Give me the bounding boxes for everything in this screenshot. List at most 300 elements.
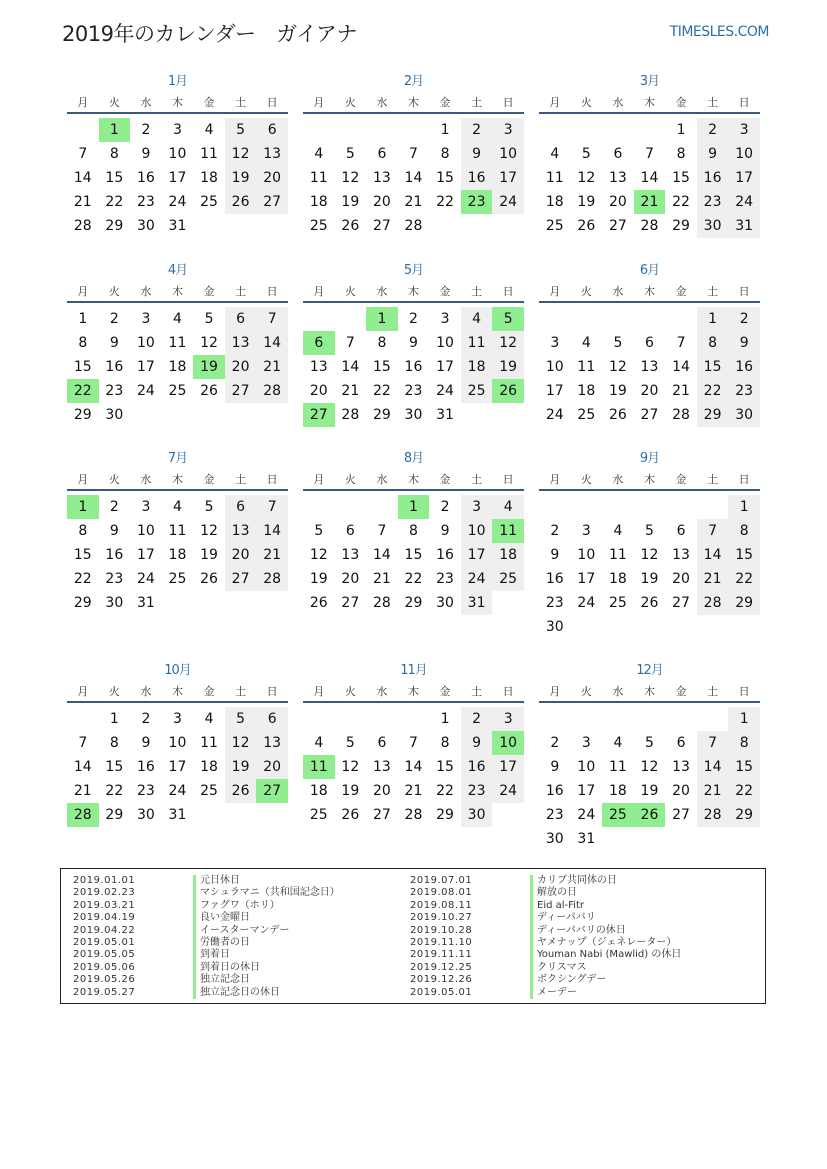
day-grid <box>303 491 524 615</box>
day-cell: 11 <box>545 170 564 186</box>
day-cell: 7 <box>676 335 686 351</box>
day-cell: 14 <box>73 170 92 186</box>
weekday-label: 水 <box>140 285 152 298</box>
day-cell: 8 <box>78 335 88 351</box>
weekday-label: 土 <box>235 96 247 109</box>
weekday-label: 金 <box>203 685 215 698</box>
day-cell: 8 <box>440 146 450 162</box>
day-cell: 10 <box>136 335 155 351</box>
day-cell: 6 <box>676 735 686 751</box>
day-cell: 19 <box>225 166 257 190</box>
day-grid <box>67 114 288 238</box>
day-cell: 2 <box>141 711 151 727</box>
empty-cell <box>398 707 430 731</box>
day-cell: 22 <box>105 783 124 799</box>
day-cell: 26 <box>200 383 218 399</box>
day-cell: 8 <box>440 735 450 751</box>
day-cell: 26 <box>309 595 328 611</box>
weekday-label: 月 <box>77 96 89 109</box>
day-cell: 15 <box>73 359 92 375</box>
day-cell: 17 <box>492 166 524 190</box>
day-cell: 29 <box>73 407 92 423</box>
weekday-label: 金 <box>675 285 687 298</box>
holiday-name: 独立記念日の休日 <box>193 987 280 999</box>
day-cell: 23 <box>136 194 155 210</box>
empty-cell <box>571 707 603 731</box>
day-cell: 19 <box>341 194 360 210</box>
weekday-label: 火 <box>580 96 592 109</box>
holiday-day-cell: 25 <box>602 803 634 827</box>
day-cell: 29 <box>73 595 92 611</box>
day-cell: 28 <box>697 591 729 615</box>
day-cell: 14 <box>672 359 690 375</box>
empty-cell <box>303 307 335 331</box>
day-cell: 1 <box>728 495 760 519</box>
day-cell: 6 <box>377 735 387 751</box>
day-cell: 7 <box>645 146 654 162</box>
empty-cell <box>303 495 335 519</box>
day-cell: 10 <box>461 519 493 543</box>
weekday-label: 日 <box>502 473 514 486</box>
day-cell: 9 <box>461 142 493 166</box>
day-cell: 6 <box>256 707 288 731</box>
day-cell: 13 <box>309 359 328 375</box>
weekday-header <box>539 282 760 303</box>
holiday-date: 2019.12.25 <box>410 961 473 973</box>
holiday-column-left <box>73 875 340 999</box>
holiday-row <box>73 887 340 899</box>
day-cell: 13 <box>256 731 288 755</box>
day-cell: 20 <box>225 543 257 567</box>
holiday-row <box>410 949 681 961</box>
day-cell: 18 <box>608 571 627 587</box>
day-cell: 5 <box>581 146 591 162</box>
weekday-label: 木 <box>407 473 419 486</box>
empty-cell <box>303 707 335 731</box>
day-cell: 11 <box>608 547 627 563</box>
day-cell: 2 <box>409 311 418 327</box>
day-cell: 30 <box>105 407 124 423</box>
day-cell: 23 <box>728 379 760 403</box>
day-cell: 25 <box>461 379 493 403</box>
day-cell: 16 <box>697 166 729 190</box>
holiday-list <box>60 868 766 1004</box>
day-cell: 23 <box>105 571 124 587</box>
day-cell: 28 <box>372 595 391 611</box>
day-cell: 13 <box>372 170 391 186</box>
holiday-name: ディーパバリの休日 <box>530 925 626 937</box>
day-cell: 11 <box>608 759 627 775</box>
month-name: 9月 <box>639 451 660 466</box>
weekday-label: 木 <box>407 285 419 298</box>
brand-logo-text[interactable]: TIMESLES.COM <box>669 24 769 40</box>
empty-cell <box>665 707 697 731</box>
day-grid <box>539 114 760 238</box>
day-cell: 9 <box>109 523 119 539</box>
day-cell: 14 <box>697 543 729 567</box>
day-cell: 14 <box>256 331 288 355</box>
day-cell: 21 <box>372 571 391 587</box>
holiday-name: ヤメナップ（ジェネレーター） <box>530 937 676 949</box>
day-cell: 29 <box>728 803 760 827</box>
empty-cell <box>539 307 571 331</box>
day-cell: 13 <box>640 359 659 375</box>
day-cell: 13 <box>256 142 288 166</box>
holiday-day-cell: 21 <box>634 190 666 214</box>
day-cell: 9 <box>141 735 151 751</box>
holiday-date: 2019.04.22 <box>73 924 136 936</box>
day-cell: 19 <box>640 783 659 799</box>
day-cell: 31 <box>168 218 187 234</box>
holiday-row <box>73 925 340 937</box>
holiday-name: ディーパバリ <box>530 912 596 924</box>
weekday-label: 金 <box>675 685 687 698</box>
weekday-label: 火 <box>344 285 356 298</box>
day-cell: 24 <box>461 567 493 591</box>
holiday-row <box>410 912 681 924</box>
day-cell: 25 <box>168 571 187 587</box>
day-cell: 2 <box>461 118 493 142</box>
holiday-day-cell: 11 <box>303 755 335 779</box>
day-cell: 13 <box>672 759 690 775</box>
day-cell: 2 <box>109 499 119 515</box>
empty-cell <box>539 707 571 731</box>
empty-cell <box>303 118 335 142</box>
day-cell: 14 <box>73 759 92 775</box>
month-name: 3月 <box>639 74 660 89</box>
day-cell: 5 <box>345 146 355 162</box>
month-name: 1月 <box>167 74 188 89</box>
day-cell: 10 <box>168 146 187 162</box>
weekday-label: 月 <box>313 96 325 109</box>
day-cell: 9 <box>141 146 151 162</box>
day-cell: 15 <box>105 170 124 186</box>
day-cell: 17 <box>168 170 187 186</box>
day-cell: 12 <box>225 142 257 166</box>
empty-cell <box>366 707 398 731</box>
day-cell: 2 <box>461 707 493 731</box>
holiday-row <box>410 900 681 912</box>
day-cell: 18 <box>492 543 524 567</box>
holiday-name: クリスマス <box>530 962 587 974</box>
weekday-header <box>67 470 288 491</box>
holiday-date: 2019.05.26 <box>73 974 136 986</box>
weekday-label: 土 <box>707 285 719 298</box>
day-cell: 19 <box>309 571 328 587</box>
day-cell: 10 <box>168 735 187 751</box>
weekday-label: 木 <box>643 96 655 109</box>
day-cell: 4 <box>550 146 560 162</box>
day-cell: 18 <box>168 359 187 375</box>
day-cell: 2 <box>109 311 119 327</box>
holiday-day-cell: 19 <box>193 355 225 379</box>
day-cell: 2 <box>697 118 729 142</box>
day-cell: 22 <box>404 571 423 587</box>
day-cell: 22 <box>436 194 454 210</box>
day-cell: 31 <box>136 595 155 611</box>
day-cell: 11 <box>168 523 187 539</box>
holiday-row <box>410 875 681 887</box>
weekday-label: 日 <box>502 285 514 298</box>
day-cell: 12 <box>608 359 627 375</box>
weekday-label: 火 <box>344 96 356 109</box>
weekday-label: 日 <box>502 96 514 109</box>
page-title: 2019年のカレンダー ガイアナ <box>62 22 357 46</box>
holiday-row <box>410 925 681 937</box>
day-cell: 20 <box>640 383 659 399</box>
weekday-label: 水 <box>140 685 152 698</box>
day-cell: 31 <box>728 214 760 238</box>
weekday-label: 金 <box>439 473 451 486</box>
holiday-date: 2019.10.27 <box>410 912 473 924</box>
month-calendar <box>539 73 760 238</box>
weekday-label: 水 <box>140 96 152 109</box>
month-name: 6月 <box>639 263 660 278</box>
day-cell: 1 <box>676 122 686 138</box>
day-cell: 6 <box>256 118 288 142</box>
day-cell: 17 <box>136 359 155 375</box>
day-cell: 29 <box>672 218 690 234</box>
weekday-label: 木 <box>643 473 655 486</box>
day-cell: 22 <box>372 383 391 399</box>
day-cell: 15 <box>436 759 454 775</box>
day-cell: 19 <box>341 783 360 799</box>
holiday-day-cell: 1 <box>398 495 430 519</box>
day-grid <box>67 703 288 827</box>
holiday-row <box>410 887 681 899</box>
day-cell: 29 <box>404 595 423 611</box>
day-cell: 28 <box>640 218 659 234</box>
holiday-day-cell: 1 <box>99 118 131 142</box>
day-cell: 13 <box>341 547 360 563</box>
holiday-day-cell: 5 <box>492 307 524 331</box>
day-cell: 24 <box>136 383 155 399</box>
day-cell: 25 <box>545 218 564 234</box>
day-cell: 11 <box>461 331 493 355</box>
day-cell: 1 <box>78 311 88 327</box>
day-cell: 5 <box>613 335 623 351</box>
day-cell: 14 <box>404 759 423 775</box>
weekday-label: 土 <box>235 685 247 698</box>
holiday-name: 解放の日 <box>530 887 577 899</box>
empty-cell <box>697 707 729 731</box>
month-calendar <box>67 662 288 827</box>
day-cell: 4 <box>613 735 623 751</box>
holiday-name: ファグワ（ホリ） <box>193 900 280 912</box>
weekday-label: 日 <box>266 685 278 698</box>
day-cell: 12 <box>341 759 360 775</box>
day-cell: 28 <box>404 218 423 234</box>
weekday-label: 金 <box>439 685 451 698</box>
holiday-date: 2019.11.11 <box>410 949 473 961</box>
day-cell: 4 <box>173 311 182 327</box>
month-name: 12月 <box>636 663 663 678</box>
day-cell: 23 <box>545 595 564 611</box>
day-cell: 27 <box>225 567 257 591</box>
day-cell: 24 <box>545 407 564 423</box>
empty-cell <box>366 118 398 142</box>
weekday-label: 火 <box>344 685 356 698</box>
day-cell: 23 <box>545 807 564 823</box>
day-cell: 7 <box>78 146 88 162</box>
day-cell: 28 <box>341 407 360 423</box>
day-cell: 7 <box>377 523 387 539</box>
day-cell: 6 <box>613 146 623 162</box>
day-cell: 8 <box>409 523 418 539</box>
day-cell: 9 <box>461 731 493 755</box>
holiday-row <box>73 962 340 974</box>
holiday-row <box>73 987 340 999</box>
empty-cell <box>571 118 603 142</box>
weekday-label: 水 <box>612 685 624 698</box>
day-cell: 25 <box>577 407 596 423</box>
day-cell: 20 <box>608 194 627 210</box>
day-cell: 27 <box>341 595 360 611</box>
holiday-row <box>410 987 681 999</box>
day-cell: 25 <box>309 218 328 234</box>
day-cell: 27 <box>256 190 288 214</box>
day-cell: 9 <box>409 335 418 351</box>
day-cell: 18 <box>545 194 564 210</box>
day-cell: 26 <box>608 407 627 423</box>
day-cell: 17 <box>545 383 564 399</box>
weekday-header <box>303 93 524 114</box>
day-cell: 3 <box>461 495 493 519</box>
holiday-date: 2019.02.23 <box>73 887 136 899</box>
day-cell: 1 <box>109 711 119 727</box>
day-cell: 24 <box>136 571 155 587</box>
day-cell: 15 <box>728 755 760 779</box>
day-cell: 9 <box>728 331 760 355</box>
day-grid <box>303 114 524 238</box>
day-cell: 31 <box>461 591 493 615</box>
day-cell: 3 <box>550 335 560 351</box>
day-cell: 17 <box>577 571 596 587</box>
day-cell: 5 <box>225 707 257 731</box>
day-cell: 1 <box>697 307 729 331</box>
day-cell: 28 <box>256 379 288 403</box>
holiday-date: 2019.10.28 <box>410 924 473 936</box>
day-cell: 30 <box>105 595 124 611</box>
day-cell: 26 <box>577 218 596 234</box>
weekday-label: 月 <box>313 473 325 486</box>
day-cell: 3 <box>173 711 182 727</box>
day-cell: 9 <box>109 335 119 351</box>
day-cell: 28 <box>672 407 690 423</box>
day-cell: 12 <box>200 335 218 351</box>
day-cell: 18 <box>200 170 218 186</box>
day-cell: 11 <box>200 735 218 751</box>
weekday-header <box>539 470 760 491</box>
day-cell: 11 <box>309 170 328 186</box>
holiday-row <box>73 912 340 924</box>
weekday-label: 火 <box>108 473 120 486</box>
day-cell: 12 <box>200 523 218 539</box>
empty-cell <box>335 118 367 142</box>
day-cell: 17 <box>492 755 524 779</box>
day-cell: 6 <box>345 523 355 539</box>
day-cell: 30 <box>436 595 454 611</box>
day-cell: 9 <box>550 759 560 775</box>
holiday-name: イースターマンデー <box>193 925 290 937</box>
weekday-label: 火 <box>344 473 356 486</box>
day-cell: 4 <box>314 735 324 751</box>
day-cell: 17 <box>577 783 596 799</box>
day-cell: 29 <box>105 807 124 823</box>
day-cell: 30 <box>545 619 564 635</box>
empty-cell <box>634 495 666 519</box>
day-cell: 26 <box>225 190 257 214</box>
day-cell: 3 <box>581 735 591 751</box>
day-cell: 30 <box>697 214 729 238</box>
weekday-label: 日 <box>738 285 750 298</box>
holiday-date: 2019.05.06 <box>73 961 136 973</box>
day-grid <box>539 491 760 639</box>
day-cell: 1 <box>440 711 450 727</box>
weekday-header <box>539 93 760 114</box>
day-cell: 2 <box>550 735 560 751</box>
day-cell: 28 <box>697 803 729 827</box>
weekday-label: 日 <box>738 473 750 486</box>
weekday-label: 金 <box>439 285 451 298</box>
day-cell: 26 <box>225 779 257 803</box>
day-cell: 27 <box>372 218 391 234</box>
day-cell: 8 <box>676 146 686 162</box>
day-grid <box>539 703 760 851</box>
weekday-label: 金 <box>675 96 687 109</box>
weekday-label: 火 <box>580 685 592 698</box>
day-cell: 3 <box>141 499 151 515</box>
weekday-label: 日 <box>266 96 278 109</box>
holiday-row <box>410 937 681 949</box>
day-cell: 15 <box>728 543 760 567</box>
day-cell: 21 <box>404 783 423 799</box>
day-cell: 8 <box>728 519 760 543</box>
day-cell: 20 <box>372 194 391 210</box>
day-cell: 15 <box>404 547 423 563</box>
day-cell: 7 <box>409 735 418 751</box>
day-cell: 4 <box>581 335 591 351</box>
empty-cell <box>602 118 634 142</box>
day-cell: 3 <box>581 523 591 539</box>
day-cell: 19 <box>577 194 596 210</box>
day-cell: 2 <box>141 122 151 138</box>
holiday-date: 2019.08.01 <box>410 887 473 899</box>
month-calendar <box>67 73 288 238</box>
day-cell: 18 <box>200 759 218 775</box>
day-cell: 17 <box>136 547 155 563</box>
holiday-day-cell: 23 <box>461 190 493 214</box>
month-name: 7月 <box>167 451 188 466</box>
weekday-label: 土 <box>471 96 483 109</box>
day-cell: 21 <box>256 355 288 379</box>
weekday-label: 月 <box>77 473 89 486</box>
day-cell: 8 <box>78 523 88 539</box>
day-cell: 7 <box>697 519 729 543</box>
empty-cell <box>602 495 634 519</box>
weekday-label: 火 <box>108 285 120 298</box>
day-cell: 29 <box>372 407 391 423</box>
day-cell: 18 <box>577 383 596 399</box>
weekday-label: 水 <box>376 285 388 298</box>
day-cell: 11 <box>200 146 218 162</box>
day-cell: 13 <box>225 519 257 543</box>
day-cell: 21 <box>256 543 288 567</box>
day-cell: 1 <box>440 122 450 138</box>
day-cell: 15 <box>73 547 92 563</box>
day-cell: 5 <box>645 735 654 751</box>
day-cell: 16 <box>105 359 124 375</box>
